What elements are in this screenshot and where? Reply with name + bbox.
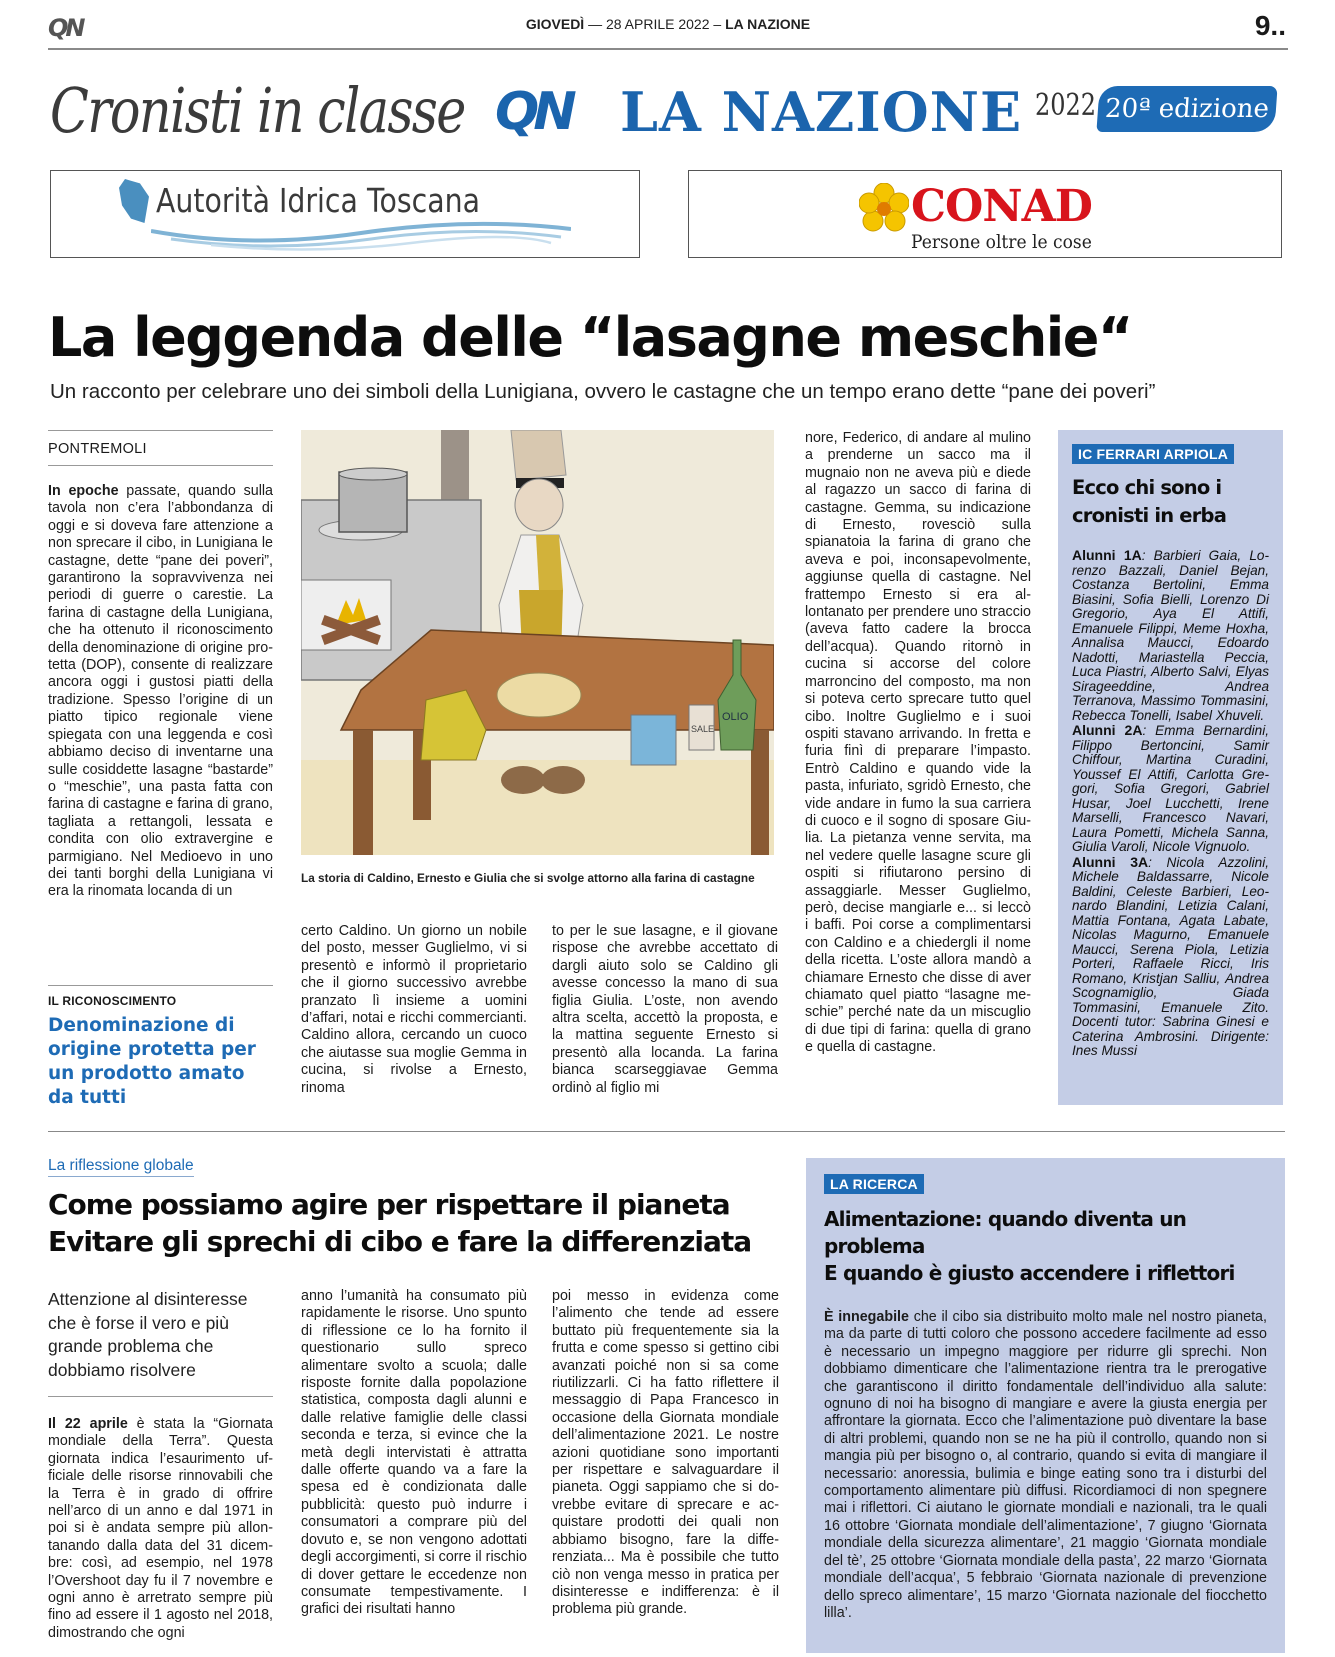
column-text: è stata la “Giornata mondiale della Terra”. Questa giornata indica l’esaurimento ufficiale delle risorse rinnovabili che la Terra è in grado di offrire nell’arco di un anno e dal 1971 in poi si è andata sempre più allontanando dalla data del 31 dicembre: così, ad esempio, nel 1978 l’Overshoot day fu il 7 novembre e ogni anno è arretrato sempre più fino ad essere il 1 agosto nel 2018, dimostrando che ogni	[48, 1416, 274, 1641]
student-roster	[1072, 548, 1269, 1059]
salt-label: SALE	[691, 724, 715, 734]
qn-logo-small: QN	[48, 14, 83, 42]
article-illustration	[301, 430, 774, 855]
sponsor-tagline: Persone oltre le cose	[911, 231, 1092, 253]
bottom-article-deck: Attenzione al disinteresse che è forse il vero e più grande problema che dobbiamo risolvere	[48, 1288, 273, 1397]
research-tag: LA RICERCA	[824, 1174, 924, 1194]
recognition-box	[48, 985, 273, 1110]
title-line: Come possiamo agire per rispettare il pianeta	[48, 1188, 730, 1221]
dough	[497, 673, 581, 717]
sponsor-autorita-idrica-toscana	[50, 170, 640, 258]
section-title: Cronisti in classe	[50, 74, 465, 147]
article-column-1	[48, 483, 273, 901]
bottom-article-kicker: La riflessione globale	[48, 1157, 194, 1177]
class-names: : Emma Bernardini, Filippo Bertoncini, Samir Chiffour, Martina Curadini, Youssef El Attifi, Carlotta Gregori, Sofia Gregori, Gabriel Husar, Joel Lucchetti, Irene Marselli, Francesco Navari, Laura Pometti, Michela Sanna, Giulia Varoli, Nicole Vignuolo.	[1072, 723, 1269, 854]
water-wave-icon	[151, 221, 571, 251]
class-label: Alunni 2A	[1072, 722, 1143, 738]
header-separator: –	[709, 16, 726, 32]
recognition-kicker: IL RICONOSCIMENTO	[48, 994, 177, 1008]
qn-logo: QN	[495, 82, 571, 142]
chef-drawing	[301, 430, 774, 855]
class-names: : Barbieri Gaia, Lorenzo Bazzali, Daniel Bejan, Costanza Bertolini, Emma Biasini, Sofia Bielli, Lorenzo Di Gregorio, Aya El Attifi, Emanuele Filippi, Meme Hoxha, Annalisa Maucci, Edoardo Nadotti, Mariastella Peccia, Luca Piastri, Alberto Salvi, Elyas Sirageeddine, Andrea Terranova, Massimo Tommasini, Rebecca Tonelli, Isabel Xhuveli.	[1072, 548, 1269, 723]
sidebar-title: Ecco chi sono i cronisti in erba	[1072, 476, 1227, 527]
class-label: Alunni 3A	[1072, 853, 1149, 870]
page-header	[48, 10, 1288, 50]
article-dateline: PONTREMOLI	[48, 430, 273, 466]
sponsor-name: Autorità Idrica Toscana	[156, 181, 480, 220]
students-sidebar	[1058, 430, 1283, 1105]
article-column-4: nore, Federico, di andare al mulino a prenderne un sacco ma il mugnaio non ne aveva più e diede al ragazzo un sacco di farina di castagne. Gemma, su indicazione di Ernesto, rovesciò sulla spianatoia la farina di grano che aveva e poi, inconsapevolmente, aggiunse quella di castagne. Nel frattempo Ernesto si era allontanato per prendere uno straccio (aveva fatto cadere la brocca dell’acqua). Quando ritornò in cucina si accorse del colore marroncino del composto, ma non si poteva certo sprecare tutto quel cibo. Inoltre Guglielmo e i suoi ospiti stavano arrivando. In fretta e furia finì di preparare l’impasto. Entrò Caldino e quando vide la pasta, infuriato, sgridò Ernesto, che vide andare in fumo la sua carriera di cuoco e il sogno di sposare Giulia. La pietanza venne servita, ma nel vedere quelle lasagne scure gli ospiti si rifiutarono persino di assaggiarle. Messer Guglielmo, però, decise mangiarle e... si leccò i baffi. Poi corse a complimentarsi con Caldino e a chiedergli il nome della ricetta. L’oste allora mandò a chiamare Ernesto che disse di aver chiamato quel piatto “lasagne meschie” perché nate da un miscuglio di due tipi di farina: quella di grano e quella di castagne.	[805, 430, 1031, 1056]
sponsor-conad	[688, 170, 1282, 258]
header-day: GIOVEDÌ	[525, 16, 585, 32]
class-label: Alunni 1A	[1072, 547, 1142, 563]
bottom-article-title	[48, 1186, 751, 1260]
lead-in: In epoche	[48, 483, 119, 499]
header-separator: —	[584, 16, 606, 32]
lead-in: Il 22 aprile	[48, 1416, 128, 1432]
edition-year: 2022	[1035, 88, 1097, 123]
newspaper-logo: LA NAZIONE	[620, 80, 1023, 144]
edition-badge: 20ª edizione	[1096, 86, 1277, 132]
sponsor-brand: CONAD	[911, 181, 1092, 232]
header-date: 28 APRILE 2022	[605, 16, 710, 32]
research-body	[824, 1309, 1267, 1622]
title-line: Evitare gli sprechi di cibo e fare la differenziata	[48, 1225, 752, 1258]
page-number: 9..	[1254, 10, 1286, 41]
header-paper-name: LA NAZIONE	[725, 16, 811, 32]
conad-flower-icon	[859, 183, 909, 235]
bottom-article-column-3: poi messo in evidenza come l’alimento che tende ad essere buttato più frequentemente sia la frutta e come spesso si gettino cibi avanzati poiché non si sa come riutilizzarli. Ci ha fatto riflettere il messaggio di Papa Francesco in occasione della Giornata mondiale dell’alimentazione 2021. Le nostre azioni quotidiane sono importanti per rispettare e salvaguardare il pianeta. Oggi sappiamo che si dovrebbe evitare di sprecare e acquistare prodotti dei quali non abbiamo bisogno, fare la differenziata... Ma è possibile che tutto ciò non venga messo in pratica per disinteresse e indifferenza: è il problema più grande.	[552, 1288, 779, 1618]
school-tag: IC FERRARI ARPIOLA	[1072, 444, 1234, 464]
section-divider	[48, 1131, 1285, 1132]
column-text: passate, quando sulla tavola non c’era l’abbondanza di oggi e si doveva fare attenzione a non sprecare il cibo, in Lunigiana le castagne, dette “pane dei poveri”, garantirono la sopravvivenza nei periodi di guerre o carestie. La farina di castagne della Lunigiana, che ha ottenuto il riconoscimento della denominazione di origine protetta (DOP), consente di realizzare ancora oggi i gustosi piatti della tradizione. Spesso l’origine di un piatto tipico regionale viene spiegata con una leggenda e così abbiamo deciso di inventarne una sulle cosiddette lasagne “bastarde” o “meschie”, una pasta fatta con farina di castagne e farina di grano, tagliata a rettangoli, lessata e condita con olio extravergine e parmigiano. Nel Medioevo in uno dei tanti borghi della Lunigiana vi era la rinomata locanda di un	[48, 483, 273, 900]
bottom-article-column-2: anno l’umanità ha consumato più rapidamente le risorse. Uno spunto di riflessione ce lo ha fornito il questionario sullo spreco alimentare svolto a scuola; dalle risposte fornite dalla popolazione statistica, composta dagli alunni e dalle relative famiglie delle classi seconda e terza, si evince che la metà degli intervistati è attratta dalle offerte quando va a fare la spesa ed è condizionata dalle pubblicità: questo può indurre i consumatori a comprare più del dovuto e, se non vengono adottati degli accorgimenti, si corre il rischio di dover gettare le eccedenze non consumate tempestivamente. I grafici dei risultati hanno	[301, 1288, 527, 1618]
class-names: : Nicola Azzolini, Michele Baldassarre, Nicole Baldini, Celeste Barbieri, Leonardo Blandini, Letizia Calani, Mattia Fontana, Agata Labate, Nicolas Magurno, Emanuele Maucci, Serena Piola, Letizia Porteri, Raffaele Ricci, Iris Romano, Kristjan Salliu, Andrea Scognamiglio, Giada Tommasini, Emanuele Zito. Docenti tutor: Sabrina Ginesi e Caterina Ambrosini. Dirigente: Ines Mussi	[1072, 854, 1269, 1058]
lead-in: È innegabile	[824, 1309, 909, 1325]
recognition-title: Denominazione di origine protetta per un prodotto amato da tutti	[48, 1015, 256, 1108]
masthead	[50, 70, 1290, 150]
header-dateline	[48, 16, 1288, 32]
article-column-3: to per le sue lasagne, e il giovane rispose che avrebbe accettato di dargli aiuto solo se Caldino gli avesse concesso la mano di sua figlia Giulia. L’oste, non avendo altra scelta, accettò la proposta, e la mattina seguente Ernesto si presentò alla locanda. La farina bianca scarseggiavae Gemma ordinò al figlio mi	[552, 923, 778, 1096]
image-caption: La storia di Caldino, Ernesto e Giulia che si svolge attorno alla farina di castagne	[301, 871, 755, 885]
tuscany-map-icon	[119, 179, 149, 223]
article-subheadline: Un racconto per celebrare uno dei simboli della Lunigiana, ovvero le castagne che un tempo erano dette “pane dei poveri”	[50, 380, 1156, 403]
research-title	[824, 1206, 1267, 1287]
article-column-2: certo Caldino. Un giorno un nobile del posto, messer Guglielmo, vi si presentò e informò il proprietario che il giorno successivo avrebbe pranzato lì insieme a uomini d’affari, notai e ricchi commercianti. Caldino allora, cercando un cuoco che aiutasse sua moglie Gemma in cucina, si rivolse a Ernesto, rinoma	[301, 923, 527, 1096]
column-text: che il cibo sia distribuito molto male nel nostro pianeta, ma da parte di tutti coloro che possono accedere facilmente ad esso è necessario un impegno maggiore per ridurre gli sprechi. Non dobbiamo dimenticare che l’alimentazione rientra tra le prerogative che garantiscono il diritto fondamentale dell’individuo alla salute: ognuno di noi ha bisogno di mangiare e avere la giusta energia per affrontare la giornata. Ecco che l’alimentazione può diventare la base di altri problemi, quando non se ne ha più il controllo, quando non si mangia più per bisogno o, al contrario, quando si evita di mangiare il necessario: anoressia, bulimia e binge eating sono tra i disturbi del comportamento alimentare più diffusi. Ricordiamoci di non spegnere mai i riflettori. Ci aiutano le giornate mondiali e nazionali, tra le quali 16 ottobre ‘Giornata mondiale dell’alimentazione’, 7 giugno ‘Giornata mondiale della sicurezza alimentare’, 21 maggio ‘Giornata mondiale del tè’, 25 ottobre ‘Giornata mondiale della pasta’, 22 marzo ‘Giornata mondiale dell’acqua’, 5 febbraio ‘Giornata nazionale di prevenzione dello spreco alimentare’, 15 marzo ‘Giornata nazionale del fiocchetto lilla’.	[824, 1309, 1267, 1621]
title-line: Alimentazione: quando diventa un problema	[824, 1207, 1187, 1258]
title-line: E quando è giusto accendere i riflettori	[824, 1261, 1235, 1285]
bottom-article-column-1	[48, 1416, 273, 1642]
research-box	[806, 1158, 1285, 1653]
oil-label: OLIO	[722, 711, 749, 723]
water-jug	[631, 715, 676, 765]
article-headline: La leggenda delle “lasagne meschie“	[48, 306, 1132, 369]
